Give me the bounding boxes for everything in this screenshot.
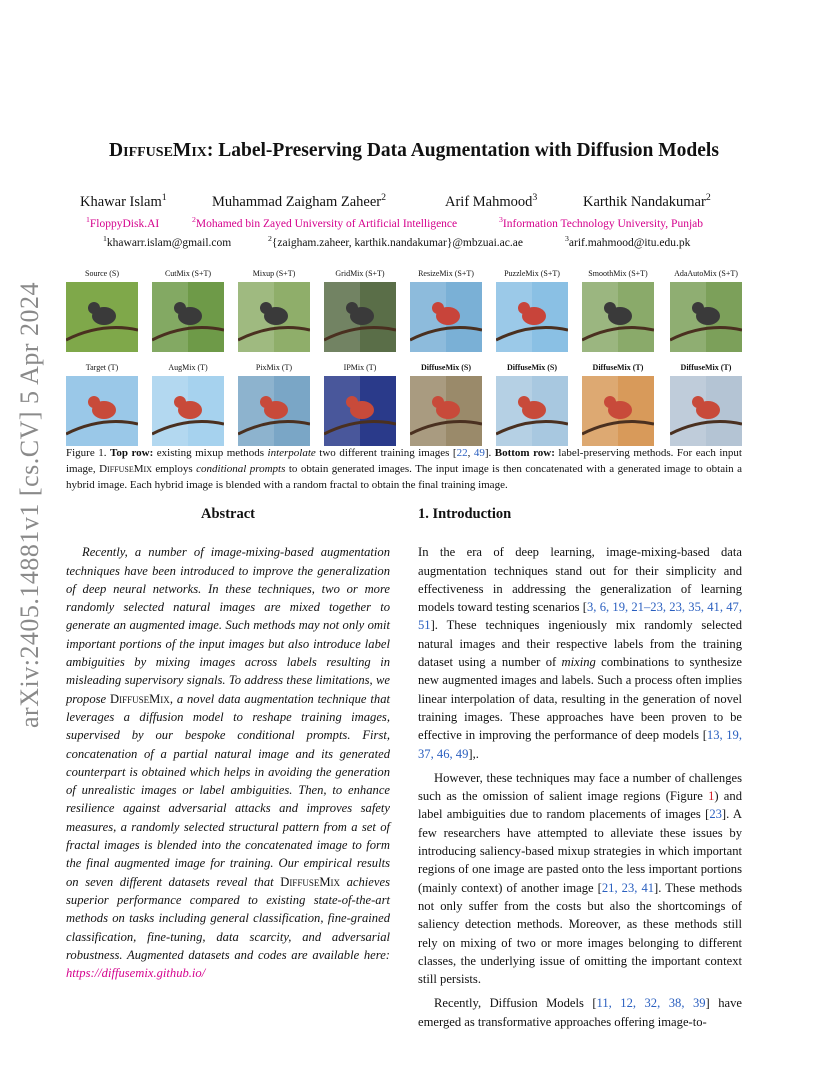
top-row-thumbnail — [410, 268, 482, 352]
intro-paragraph-2: However, these techniques may face a number of challenges such as the omission of salient image regions (Figure 1) and label ambiguities due to random placements of images [23]. A few researchers have attempted to alleviate these issues by introducing saliency-based mixup strategies in which important regions of one image are pasted onto the less important portions (mainly context) of another image [21, 23, 41]. These methods not only suffer from the costs but also the shortcomings of saliency detection methods. Moreover, as these methods still rely on mixing of two or more images belonging to different classes, the underlying issue of omitting the important context still persists. — [418, 770, 742, 987]
citation-link[interactable]: 13, 19, 37, 46, 49 — [418, 728, 742, 761]
thumbnail-label: DiffuseMix (T) — [592, 363, 644, 372]
top-row-thumbnail — [670, 268, 742, 352]
citation-link[interactable]: 23 — [709, 807, 722, 822]
affiliation-2: $^2$Mohamed bin Zayed University of Artificial Intelligence — [192, 215, 458, 230]
thumbnail-label: Target (T) — [85, 363, 119, 372]
thumbnail-image — [670, 282, 742, 352]
figure-ref-link[interactable]: 1 — [708, 789, 715, 804]
thumbnail-image — [410, 282, 482, 352]
figure-1-caption: Figure 1. Top row: existing mixup methods interpolate two different training images [22, 49]. Bottom row: label-preserving methods. For each input image, DiffuseMix employs conditional prompts to obtain generated images. The input image is then concatenated with a generated image to obtain a hybrid image. Each hybrid image is blended with a random fractal to obtain the final training image. — [66, 447, 742, 491]
thumbnail-image — [66, 376, 138, 446]
thumbnail-image — [238, 376, 310, 446]
author-1: Khawar Islam$^1$ — [80, 192, 167, 210]
bottom-row-thumbnail — [66, 362, 138, 446]
bottom-row-thumbnail — [410, 362, 482, 446]
citation-link[interactable]: 22 — [456, 447, 468, 459]
thumbnail-label: DiffuseMix (T) — [680, 363, 732, 372]
abstract-column — [66, 505, 390, 988]
affiliation-3: $^3$Information Technology University, Punjab — [499, 215, 703, 230]
introduction-column — [418, 505, 742, 1037]
author-list — [0, 194, 828, 214]
email-1: $^1$khawarr.islam@gmail.com — [103, 234, 232, 249]
top-row-thumbnail — [496, 268, 568, 352]
thumbnail-image — [496, 376, 568, 446]
top-row-thumbnail — [66, 268, 138, 352]
thumbnail-label: DiffuseMix (S) — [507, 363, 557, 372]
paper-title — [0, 140, 828, 162]
abstract-heading: Abstract — [201, 506, 255, 522]
author-4: Karthik Nandakumar$^2$ — [583, 192, 711, 210]
arxiv-id-text: arXiv:2405.14881v1 [cs.CV] 5 Apr 2024 — [15, 281, 44, 729]
thumbnail-label: ResizeMix (S+T) — [418, 269, 474, 278]
arxiv-identifier — [10, 281, 50, 729]
citation-link[interactable]: 21, 23, 41 — [601, 880, 655, 895]
title-text: : Label-Preserving Data Augmentation with Diffusion Models — [206, 140, 719, 161]
thumbnail-label: PixMix (T) — [255, 363, 293, 372]
thumbnail-image — [582, 376, 654, 446]
thumbnail-label: IPMix (T) — [343, 363, 377, 372]
introduction-heading: 1. Introduction — [418, 506, 512, 522]
thumbnail-label: SmoothMix (S+T) — [588, 269, 648, 278]
bottom-row-thumbnail — [496, 362, 568, 446]
thumbnail-label: AdaAutoMix (S+T) — [674, 269, 738, 278]
top-row-thumbnail — [324, 268, 396, 352]
email-3: $^3$arif.mahmood@itu.edu.pk — [565, 234, 691, 249]
thumbnail-label: Source (S) — [85, 269, 119, 278]
affiliation-1: $^1$FloppyDisk.AI — [86, 215, 160, 230]
top-row-thumbnail — [152, 268, 224, 352]
thumbnail-label: PuzzleMix (S+T) — [504, 269, 560, 278]
thumbnail-image — [238, 282, 310, 352]
intro-paragraph-3: Recently, Diffusion Models [11, 12, 32, 38, 39] have emerged as transformative approaches offering image-to- — [418, 996, 742, 1029]
project-url-link[interactable]: https://diffusemix.github.io/ — [66, 966, 206, 981]
intro-paragraph-1: In the era of deep learning, image-mixing-based data augmentation techniques stand out for their simplicity and effectiveness in addressing the generalization of learning models toward testing scenarios [3, 6, 19, 21–23, 23, 35, 41, 47, 51]. These techniques ingeniously mix randomly selected natural images and their respective labels from the training dataset using a number of mixing combinations to synthesize new augmented images and labels. Such a process often implies linear interpolation of data, resulting in the generation of novel training images. These approaches have been proven to be effective in improving the performance of deep models [13, 19, 37, 46, 49],. — [418, 545, 742, 761]
author-3: Arif Mahmood$^3$ — [445, 192, 538, 210]
thumbnail-image — [152, 376, 224, 446]
thumbnail-label: Mixup (S+T) — [252, 269, 296, 278]
email-2: $^2${zaigham.zaheer, karthik.nandakumar}@mbzuai.ac.ae — [268, 234, 523, 249]
citation-link[interactable]: 49 — [473, 447, 485, 459]
bottom-row-thumbnail — [238, 362, 310, 446]
thumbnail-image — [410, 376, 482, 446]
citation-link[interactable]: 11, 12, 32, 38, 39 — [596, 996, 706, 1011]
bottom-row-thumbnail — [582, 362, 654, 446]
thumbnail-label: GridMix (S+T) — [335, 269, 385, 278]
bottom-row-thumbnail — [324, 362, 396, 446]
thumbnail-image — [670, 376, 742, 446]
top-row-thumbnail — [238, 268, 310, 352]
bottom-row-thumbnail — [152, 362, 224, 446]
thumbnail-image — [66, 282, 138, 352]
top-row-thumbnail — [582, 268, 654, 352]
thumbnail-image — [324, 282, 396, 352]
author-2: Muhammad Zaigham Zaheer$^2$ — [212, 192, 387, 210]
thumbnail-label: DiffuseMix (S) — [421, 363, 471, 372]
thumbnail-image — [152, 282, 224, 352]
bottom-row-thumbnail — [670, 362, 742, 446]
thumbnail-image — [324, 376, 396, 446]
thumbnail-image — [496, 282, 568, 352]
citation-link[interactable]: 3, 6, 19, 21–23, 23, 35, 41, 47, 51 — [418, 600, 742, 633]
method-name: DiffuseMix — [109, 140, 207, 161]
abstract-paragraph: Recently, a number of image-mixing-based augmentation techniques have been introduced to improve the generalization of deep neural networks. In these techniques, two or more randomly selected natural images are mixed together to generate an augmented image. Such methods may not only omit important portions of the input images but also introduce label ambiguities by mixing images across labels resulting in misleading supervisory signals. To address these limitations, we propose DiffuseMix, a novel data augmentation technique that leverages a diffusion model to reshape training images, supervised by our bespoke conditional prompts. First, concatenation of a partial natural image and its generated counterpart is obtained which helps in avoiding the generation of unrealistic images or label ambiguities. Then, to enhance resilience against adversarial attacks and improves safety measures, a randomly selected structural pattern from a set of fractal images is blended into the concatenated image to form the final augmented image for training. Our empirical results on seven different datasets reveal that DiffuseMix achieves superior performance compared to existing state-of-the-art methods on tasks including general classification, fine-grained classification, fine-tuning, data scarcity, and adversarial robustness. Augmented datasets and codes are available here: https://diffusemix.github.io/ — [66, 545, 390, 981]
thumbnail-image — [582, 282, 654, 352]
thumbnail-label: CutMix (S+T) — [164, 269, 212, 278]
thumbnail-label: AugMix (T) — [168, 363, 208, 372]
